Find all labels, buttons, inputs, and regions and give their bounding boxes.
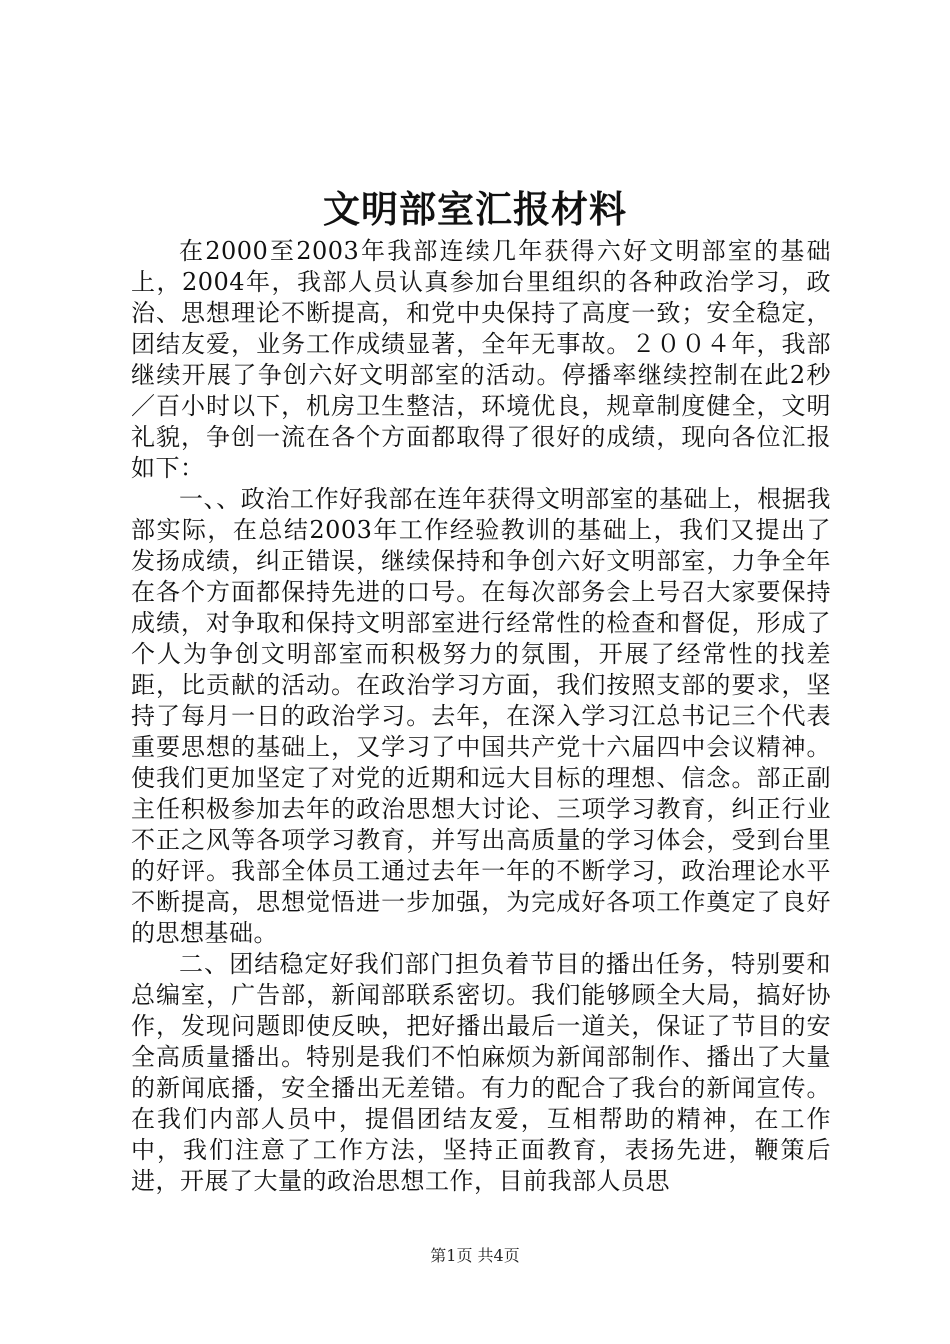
document-title: 文明部室汇报材料	[323, 187, 627, 231]
paragraph-political-work: 一、、政治工作好我部在连年获得文明部室的基础上，根据我部实际，在总结2003年工作经验教训的基础上，我们又提出了发扬成绩，纠正错误，继续保持和争创六好文明部室，力争全年在各个方面都保持先进的口号。在每次部务会上号召大家要保持成绩，对争取和保持文明部室进行经常性的检查和督促，形成了个人为争创文明部室而积极努力的氛围，开展了经常性的找差距，比贡献的活动。在政治学习方面，我们按照支部的要求，坚持了每月一日的政治学习。去年，在深入学习江总书记三个代表重要思想的基础上，又学习了中国共产党十六届四中会议精神。使我们更加坚定了对党的近期和远大目标的理想、信念。部正副主任积极参加去年的政治思想大讨论、三项学习教育，纠正行业不正之风等各项学习教育，并写出高质量的学习体会，受到台里的好评。我部全体员工通过去年一年的不断学习，政治理论水平不断提高，思想觉悟进一步加强，为完成好各项工作奠定了良好的思想基础。	[131, 485, 831, 947]
paragraph-intro: 在2000至2003年我部连续几年获得六好文明部室的基础上，2004年，我部人员认真参加台里组织的各种政治学习，政治、思想理论不断提高，和党中央保持了高度一致；安全稳定，团结友爱，业务工作成绩显著，全年无事故。２００４年，我部继续开展了争创六好文明部室的活动。停播率继续控制在此2秒／百小时以下，机房卫生整洁，环境优良，规章制度健全，文明礼貌，争创一流在各个方面都取得了很好的成绩，现向各位汇报如下：	[131, 237, 831, 482]
document-body	[131, 236, 831, 1197]
page-number-footer: 第1页 共4页	[430, 1246, 520, 1265]
paragraph-unity-stability: 二、团结稳定好我们部门担负着节目的播出任务，特别要和总编室，广告部，新闻部联系密切。我们能够顾全大局，搞好协作，发现问题即使反映，把好播出最后一道关，保证了节目的安全高质量播出。特别是我们不怕麻烦为新闻部制作、播出了大量的新闻底播，安全播出无差错。有力的配合了我台的新闻宣传。在我们内部人员中，提倡团结友爱，互相帮助的精神，在工作中，我们注意了工作方法，坚持正面教育，表扬先进，鞭策后进，开展了大量的政治思想工作，目前我部人员思	[131, 950, 831, 1195]
